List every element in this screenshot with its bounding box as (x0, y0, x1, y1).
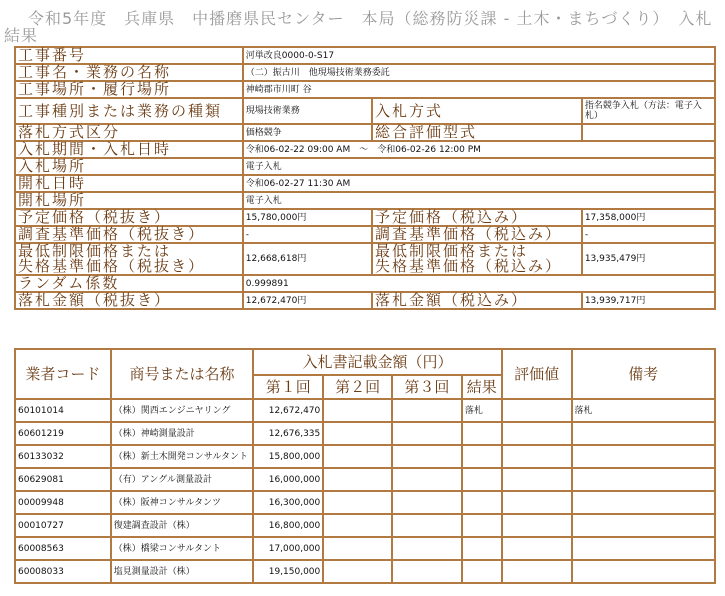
cell-r1: 12,672,470 (253, 399, 323, 422)
value: 指名競争入札（方法：電子入札） (582, 98, 715, 124)
label: 落札方式区分 (15, 124, 243, 141)
label: 工事場所・履行場所 (15, 81, 243, 98)
value: 13,939,717円 (582, 292, 715, 309)
table-row (15, 491, 715, 514)
cell-r1: 19,150,000 (253, 560, 323, 583)
page-title: 令和5年度 兵庫県 中播磨県民センター 本局（総務防災課 - 土木・まちづくり） 入札結果 (4, 9, 713, 45)
label: 失格基準価格（税込み） (375, 257, 563, 275)
value: 令和06-02-27 11:30 AM (243, 175, 715, 192)
cell-eval (502, 491, 572, 514)
cell-note (572, 514, 716, 537)
cell-result (462, 445, 502, 468)
label: 落札金額（税抜き） (15, 292, 243, 309)
cell-r2 (323, 399, 392, 422)
label: 開札場所 (15, 192, 243, 209)
cell-note: 落札 (572, 399, 716, 422)
header-round3: 第３回 (392, 375, 462, 399)
value: - (582, 226, 715, 243)
cell-code: 60101014 (15, 399, 111, 422)
value: 12,668,618円 (243, 243, 372, 275)
header-name: 商号または名称 (111, 349, 254, 399)
cell-name: （株）橋梁コンサルタント (111, 537, 254, 560)
label: 最低制限価格または (375, 242, 529, 260)
label: 入札方式 (372, 98, 582, 124)
cell-r1: 12,676,335 (253, 422, 323, 445)
cell-r1: 16,000,000 (253, 468, 323, 491)
header-amount: 入札書記載金額（円） (253, 349, 501, 375)
table-row (15, 422, 715, 445)
header-round2: 第２回 (323, 375, 392, 399)
cell-eval (502, 560, 572, 583)
cell-note (572, 537, 716, 560)
cell-r1: 15,800,000 (253, 445, 323, 468)
label: 予定価格（税込み） (372, 209, 582, 226)
label: 最低制限価格または (18, 242, 172, 260)
value: 神崎郡市川町 谷 (243, 81, 715, 98)
header-code: 業者コード (15, 349, 111, 399)
label: 入札期間・入札日時 (15, 141, 243, 158)
cell-r2 (323, 514, 392, 537)
cell-name: （株）阪神コンサルタンツ (111, 491, 254, 514)
label: 調査基準価格（税込み） (372, 226, 582, 243)
cell-result (462, 514, 502, 537)
cell-code: 60008033 (15, 560, 111, 583)
cell-r3 (392, 491, 462, 514)
label: 失格基準価格（税抜き） (18, 257, 206, 275)
label: 予定価格（税抜き） (15, 209, 243, 226)
cell-r3 (392, 537, 462, 560)
cell-name: （有）アングル測量設計 (111, 468, 254, 491)
cell-code: 60629081 (15, 468, 111, 491)
cell-r2 (323, 537, 392, 560)
value (582, 124, 715, 141)
header-note: 備考 (572, 349, 716, 399)
cell-eval (502, 445, 572, 468)
cell-r2 (323, 468, 392, 491)
value: 現場技術業務 (243, 98, 372, 124)
cell-note (572, 422, 716, 445)
cell-r1: 16,300,000 (253, 491, 323, 514)
label: 工事種別または業務の種類 (15, 98, 243, 124)
cell-code: 60601219 (15, 422, 111, 445)
project-info-table (14, 46, 716, 310)
cell-name: 復建調査設計（株） (111, 514, 254, 537)
cell-r3 (392, 514, 462, 537)
cell-eval (502, 399, 572, 422)
cell-note (572, 445, 716, 468)
cell-result (462, 537, 502, 560)
value: 電子入札 (243, 158, 715, 175)
cell-note (572, 491, 716, 514)
label: 総合評価型式 (372, 124, 582, 141)
cell-result: 落札 (462, 399, 502, 422)
cell-name: （株）神崎測量設計 (111, 422, 254, 445)
cell-result (462, 560, 502, 583)
header-result: 結果 (462, 375, 502, 399)
cell-r2 (323, 422, 392, 445)
value: （二）振古川 他現場技術業務委託 (243, 64, 715, 81)
value: 13,935,479円 (582, 243, 715, 275)
header-eval: 評価値 (502, 349, 572, 399)
cell-code: 60008563 (15, 537, 111, 560)
cell-r3 (392, 468, 462, 491)
cell-r3 (392, 560, 462, 583)
value: 令和06-02-22 09:00 AM ～ 令和06-02-26 12:00 PM (243, 141, 715, 158)
label: 調査基準価格（税抜き） (15, 226, 243, 243)
cell-eval (502, 468, 572, 491)
cell-eval (502, 422, 572, 445)
cell-code: 60133032 (15, 445, 111, 468)
label: ランダム係数 (15, 275, 243, 292)
value: 15,780,000円 (243, 209, 372, 226)
label: 落札金額（税込み） (372, 292, 582, 309)
value: 河単改良0000-0-S17 (243, 47, 715, 64)
cell-result (462, 422, 502, 445)
table-row (15, 445, 715, 468)
cell-r3 (392, 422, 462, 445)
cell-note (572, 468, 716, 491)
cell-r1: 17,000,000 (253, 537, 323, 560)
table-row (15, 514, 715, 537)
header-round1: 第１回 (253, 375, 323, 399)
cell-r1: 16,800,000 (253, 514, 323, 537)
cell-name: 塩見測量設計（株） (111, 560, 254, 583)
table-row (15, 537, 715, 560)
cell-r2 (323, 560, 392, 583)
label: 開札日時 (15, 175, 243, 192)
cell-result (462, 491, 502, 514)
cell-code: 00010727 (15, 514, 111, 537)
value: - (243, 226, 372, 243)
cell-eval (502, 537, 572, 560)
cell-name: （株）関西エンジニヤリング (111, 399, 254, 422)
cell-name: （株）新土木開発コンサルタント (111, 445, 254, 468)
cell-note (572, 560, 716, 583)
cell-r3 (392, 399, 462, 422)
value: 17,358,000円 (582, 209, 715, 226)
value: 0.999891 (243, 275, 715, 292)
table-row (15, 399, 715, 422)
bid-results-table (14, 348, 716, 584)
cell-r2 (323, 491, 392, 514)
table-row (15, 468, 715, 491)
value: 価格競争 (243, 124, 372, 141)
table-row (15, 560, 715, 583)
cell-code: 00009948 (15, 491, 111, 514)
label: 工事名・業務の名称 (15, 64, 243, 81)
label: 入札場所 (15, 158, 243, 175)
cell-result (462, 468, 502, 491)
label: 工事番号 (15, 47, 243, 64)
value: 12,672,470円 (243, 292, 372, 309)
cell-r3 (392, 445, 462, 468)
cell-r2 (323, 445, 392, 468)
value: 電子入札 (243, 192, 715, 209)
cell-eval (502, 514, 572, 537)
